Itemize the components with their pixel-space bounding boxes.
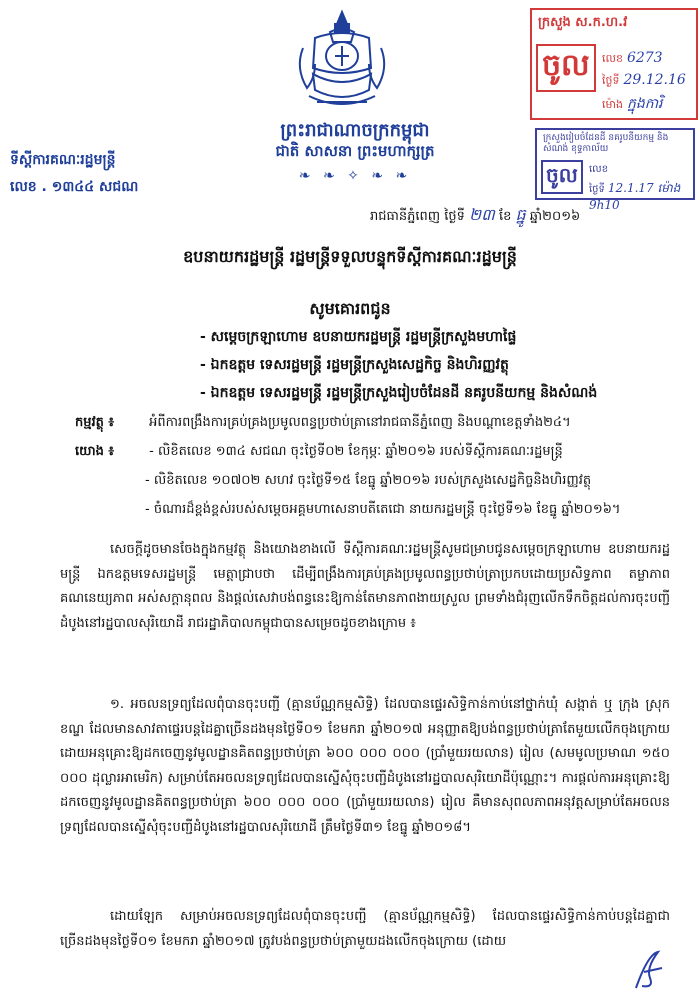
reference-label: លេខ xyxy=(10,179,37,195)
reference-item: - លិខិតលេខ ១០៧០២ សហវ ចុះថ្ងៃទី១៥ ខែធ្នូ ឆ្នាំ២០១៦ របស់ក្រសួងសេដ្ឋកិច្ចនិងហិរញ្ញវត្ថុ xyxy=(145,473,592,488)
date-line: រាជធានីភ្នំពេញ ថ្ងៃទី ២៣ ខែ ធ្នូ ឆ្នាំ២០១៦ xyxy=(370,205,581,224)
handwritten-initial xyxy=(628,948,668,992)
stamp-time-value: ក្នុងការិ xyxy=(626,96,663,112)
recipient-line: - សម្តេចក្រឡាហោម ឧបនាយករដ្ឋមន្ត្រី រដ្ឋមន្ត្រីក្រសួងមហាផ្ទៃ xyxy=(200,329,517,345)
stamp-number-line: លេខ 6273 xyxy=(602,50,663,66)
stamp-date-value: 12.1.17 ម៉ោង 9h10 xyxy=(589,181,681,212)
subject-text: អំពីការពង្រឹងការគ្រប់គ្រងប្រមូលពន្ធប្រថាប់ត្រានៅរាជធានីភ្នំពេញ និងបណ្តាខេត្តទាំង២៤។ xyxy=(149,415,571,430)
date-year: ឆ្នាំ២០១៦ xyxy=(529,209,581,224)
date-month: ធ្នូ xyxy=(515,205,526,224)
reference-line xyxy=(75,443,563,462)
body-paragraph-intro: សេចក្តីដូចមានចែងក្នុងកម្មវត្ថុ និងយោងខាងលើ ទីស្តីការគណៈរដ្ឋមន្ត្រីសូមជម្រាបជូនសម្តេចក្រឡាហោម ឧបនាយករដ្ឋមន្ត្រី ឯកឧត្តមទេសរដ្ឋមន្ត្រី មេត្តាជ្រាបថា ដើម្បីពង្រឹងការគ្រប់គ្រងប្រមូលពន្ធប្រថាប់ត្រាប្រកបដោយប្រសិទ្ធភាព តម្លាភាព គណនេយ្យភាព អស់សក្តានុពល និងផ្តល់សេវាបង់ពន្ធនេះឱ្យកាន់តែមានភាពងាយស្រួល ព្រមទាំងជំរុញលើកទឹកចិត្តដល់ការចុះបញ្ជីដំបូងនៅរដ្ឋបាលសុរិយោដី រាជរដ្ឋាភិបាលកម្ពុជាបានសម្រេចដូចខាងក្រោម ៖ xyxy=(60,542,670,631)
reference-number: លេខ . ១៣៤៤ សជណ xyxy=(10,179,139,195)
stamp-number-line: លេខ xyxy=(589,164,609,175)
stamp-date-line: ថ្ងៃទី 12.1.17 ម៉ោង 9h10 xyxy=(589,181,681,212)
stamp-header: ក្រសួងរៀបចំដែនដី នគរូបនីយកម្ម និងសំណង់ ខុទ្ទកាល័យ xyxy=(543,133,669,154)
stamp-received-label: ចូល xyxy=(541,160,583,194)
reference-value: ១៣៤៤ សជណ xyxy=(51,179,139,195)
body-paragraph-continuation: ដោយឡែក សម្រាប់អចលនទ្រព្យដែលពុំបានចុះបញ្ជី (គ្មានប័ណ្ណកម្មសិទ្ធិ) ដែលបានផ្ទេរសិទ្ធិកាន់កាប់បន្តដៃគ្នាជាច្រើនដងមុនថ្ងៃទី០១ ខែមករា ឆ្នាំ២០១៧ ត្រូវបង់ពន្ធប្រថាប់ត្រាមួយដងលើកចុងក្រោយ (ដោយ xyxy=(60,909,670,949)
greeting: សូមគោរពជូន xyxy=(309,299,391,318)
issuing-office: ទីស្តីការគណៈរដ្ឋមន្ត្រី xyxy=(10,152,116,168)
stamp-received-label: ចូល xyxy=(536,44,596,92)
stamp-number-value: 6273 xyxy=(626,50,663,66)
received-stamp-ministry xyxy=(530,8,698,120)
ornament-divider: ❧ ❧ ✧ ❧ ❧ xyxy=(298,168,412,184)
subject-line xyxy=(75,414,571,433)
reference-item: - លិខិតលេខ ១៣៤ សជណ ចុះថ្ងៃទី០២ ខែកុម្ភៈ ឆ្នាំ២០១៦ របស់ទីស្តីការគណៈរដ្ឋមន្ត្រី xyxy=(149,444,563,459)
royal-coat-of-arms xyxy=(285,8,400,116)
reference-item: - ចំណារដ៏ខ្ពង់ខ្ពស់របស់សម្តេចអគ្គមហាសេនាបតីតេជោ នាយករដ្ឋមន្ត្រី ចុះថ្ងៃទី១៦ ខែធ្នូ ឆ្នាំ២០១៦។ xyxy=(145,502,621,517)
recipient-line: - ឯកឧត្តម ទេសរដ្ឋមន្ត្រី រដ្ឋមន្ត្រីក្រសួងសេដ្ឋកិច្ច និងហិរញ្ញវត្ថុ xyxy=(200,357,509,373)
subject-label: កម្មវត្ថុ ៖ xyxy=(75,415,115,430)
stamp-time-line: ម៉ោង ក្នុងការិ xyxy=(602,96,663,112)
recipient-line: - ឯកឧត្តម ទេសរដ្ឋមន្ត្រី រដ្ឋមន្ត្រីក្រសួងរៀបចំដែនដី នគរូបនីយកម្ម និងសំណង់ xyxy=(200,385,598,401)
received-stamp-cabinet xyxy=(535,128,695,212)
stamp-header: ក្រសួង ស.ក.ហ.វ xyxy=(538,15,628,30)
stamp-date-line: ថ្ងៃទី 29.12.16 xyxy=(602,72,686,88)
national-motto: ជាតិ សាសនា ព្រះមហាក្សត្រ xyxy=(275,142,435,160)
stamp-date-value: 29.12.16 xyxy=(623,72,686,88)
body-paragraph-point-1: ១. អចលនទ្រព្យដែលពុំបានចុះបញ្ជី (គ្មានប័ណ្ណកម្មសិទ្ធិ) ដែលបានផ្ទេរសិទ្ធិកាន់កាប់នៅថ្នាក់ឃុំ សង្កាត់ ឬ ក្រុង ស្រុក ខណ្ឌ ដែលមានសាវតាផ្ទេរបន្តដៃគ្នាច្រើនដងមុនថ្ងៃទី០១ ខែមករា ឆ្នាំ២០១៧ អនុញ្ញាតឱ្យបង់ពន្ធប្រថាប់ត្រាតែមួយលើកចុងក្រោយ ដោយអនុគ្រោះឱ្យដកចេញនូវមូលដ្ឋានគិតពន្ធប្រថាប់ត្រា ៦០០ ០០០ ០០០ (ប្រាំមួយរយលាន) រៀល (សមមូលប្រមាណ ១៥០ ០០០ ដុល្លារអាមេរិក) សម្រាប់តែអចលនទ្រព្យដែលបានស្នើសុំចុះបញ្ជីដំបូងនៅរដ្ឋបាលសុរិយោដីប៉ុណ្ណោះ។ ការផ្តល់ការអនុគ្រោះឱ្យដកចេញនូវមូលដ្ឋានគិតពន្ធប្រថាប់ត្រា ៦០០ ០០០ ០០០ (ប្រាំមួយរយលាន) រៀល គឺមានសុពលភាពអនុវត្តសម្រាប់តែអចលនទ្រព្យដែលបានស្នើសុំចុះបញ្ជីដំបូងនៅរដ្ឋបាលសុរិយោដី ត្រឹមថ្ងៃទី៣១ ខែធ្នូ ឆ្នាំ២០១៨។ xyxy=(60,697,670,835)
document-title: ឧបនាយករដ្ឋមន្ត្រី រដ្ឋមន្ត្រីទទួលបន្ទុកទីស្តីការគណៈរដ្ឋមន្ត្រី xyxy=(183,247,517,266)
references-label: យោង ៖ xyxy=(75,444,115,459)
kingdom-title: ព្រះរាជាណាចក្រកម្ពុជា xyxy=(280,120,430,141)
date-day: ២៣ xyxy=(469,205,495,224)
